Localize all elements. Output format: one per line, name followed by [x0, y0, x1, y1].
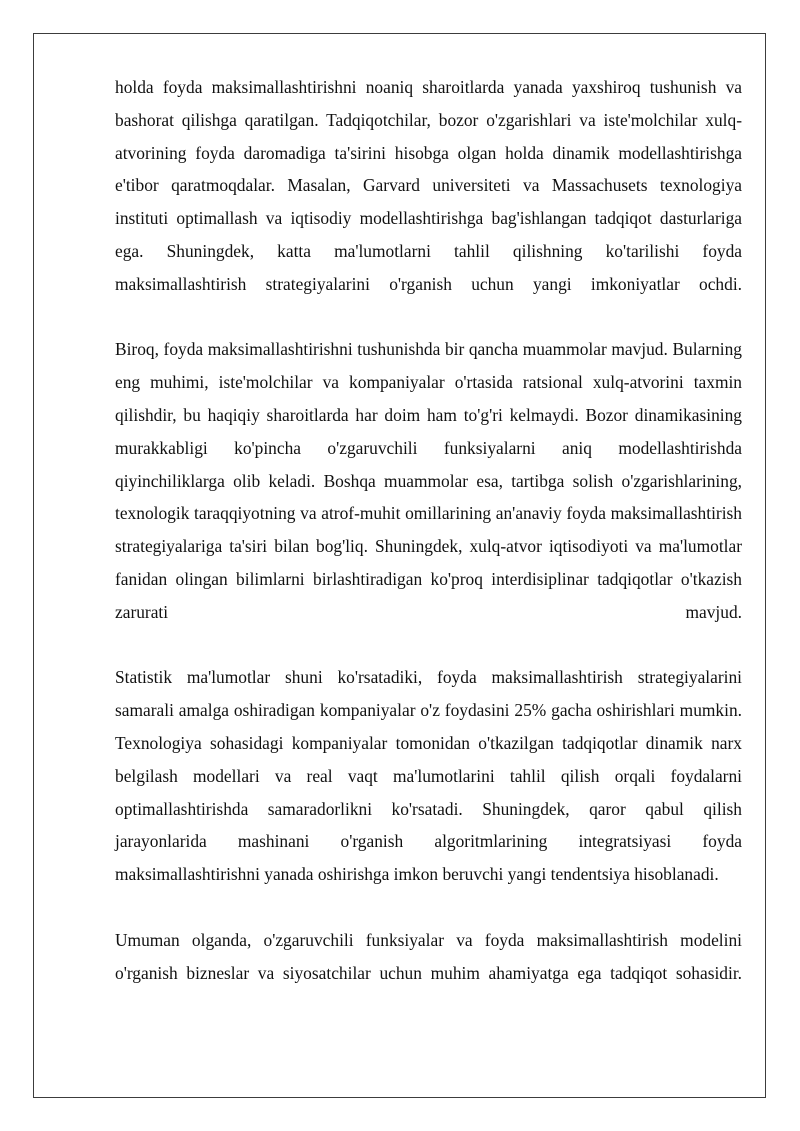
paragraph-2: Biroq, foyda maksimallashtirishni tushunishda bir qancha muammolar mavjud. Bularning eng muhimi, iste'molchilar va kompaniyalar o'rtasida ratsional xulq-atvorini taxmin qilishdir, bu haqiqiy sharoitlarda har doim ham to'g'ri kelmaydi. Bozor dinamikasining murakkabligi ko'pincha o'zgaruvchili funksiyalarni aniq modellashtirishda qiyinchiliklarga olib keladi. Boshqa muammolar esa, tartibga solish o'zgarishlarining, texnologik taraqqiyotning va atrof-muhit omillarining an'anaviy foyda maksimallashtirish strategiyalariga ta'siri bilan bog'liq. Shuningdek, xulq-atvor iqtisodiyoti va ma'lumotlar fanidan olingan bilimlarni birlashtiradigan ko'proq interdisiplinar tadqiqotlar o'tkazish zarurati mavjud. — [115, 339, 742, 622]
paragraph-3: Statistik ma'lumotlar shuni ko'rsatadiki, foyda maksimallashtirish strategiyalarini samarali amalga oshiradigan kompaniyalar o'z foydasini 25% gacha oshirishlari mumkin. Texnologiya sohasidagi kompaniyalar tomonidan o'tkazilgan tadqiqotlar dinamik narx belgilash modellari va real vaqt ma'lumotlarini tahlil qilish orqali foydalarni optimallashtirishda samaradorlikni ko'rsatadi. Shuningdek, qaror qabul qilish jarayonlarida mashinani o'rganish algoritmlarining integratsiyasi foyda maksimallashtirishni yanada oshirishga imkon beruvchi yangi tendentsiya hisoblanadi. — [115, 667, 742, 885]
paragraph-4: Umuman olganda, o'zgaruvchili funksiyalar va foyda maksimallashtirish modelini o'rganish bizneslar va siyosatchilar uchun muhim ahamiyatga ega tadqiqot sohasidir. — [115, 929, 742, 983]
paragraph-1: holda foyda maksimallashtirishni noaniq sharoitlarda yanada yaxshiroq tushunish va bashorat qilishga qaratilgan. Tadqiqotchilar, bozor o'zgarishlari va iste'molchilar xulq-atvorining foyda daromadiga ta'sirini hisobga olgan holda dinamik modellashtirishga e'tibor qaratmoqdalar. Masalan, Garvard universiteti va Massachusets texnologiya instituti optimallash va iqtisodiy modellashtirishga bag'ishlangan tadqiqot dasturlariga ega. Shuningdek, katta ma'lumotlarni tahlil qilishning ko'tarilishi foyda maksimallashtirish strategiyalarini o'rganish uchun yangi imkoniyatlar ochdi. — [115, 77, 742, 294]
document-body — [115, 71, 742, 989]
paragraph-spacer — [115, 629, 742, 662]
paragraph-spacer — [115, 891, 742, 924]
paragraph-spacer — [115, 301, 742, 334]
